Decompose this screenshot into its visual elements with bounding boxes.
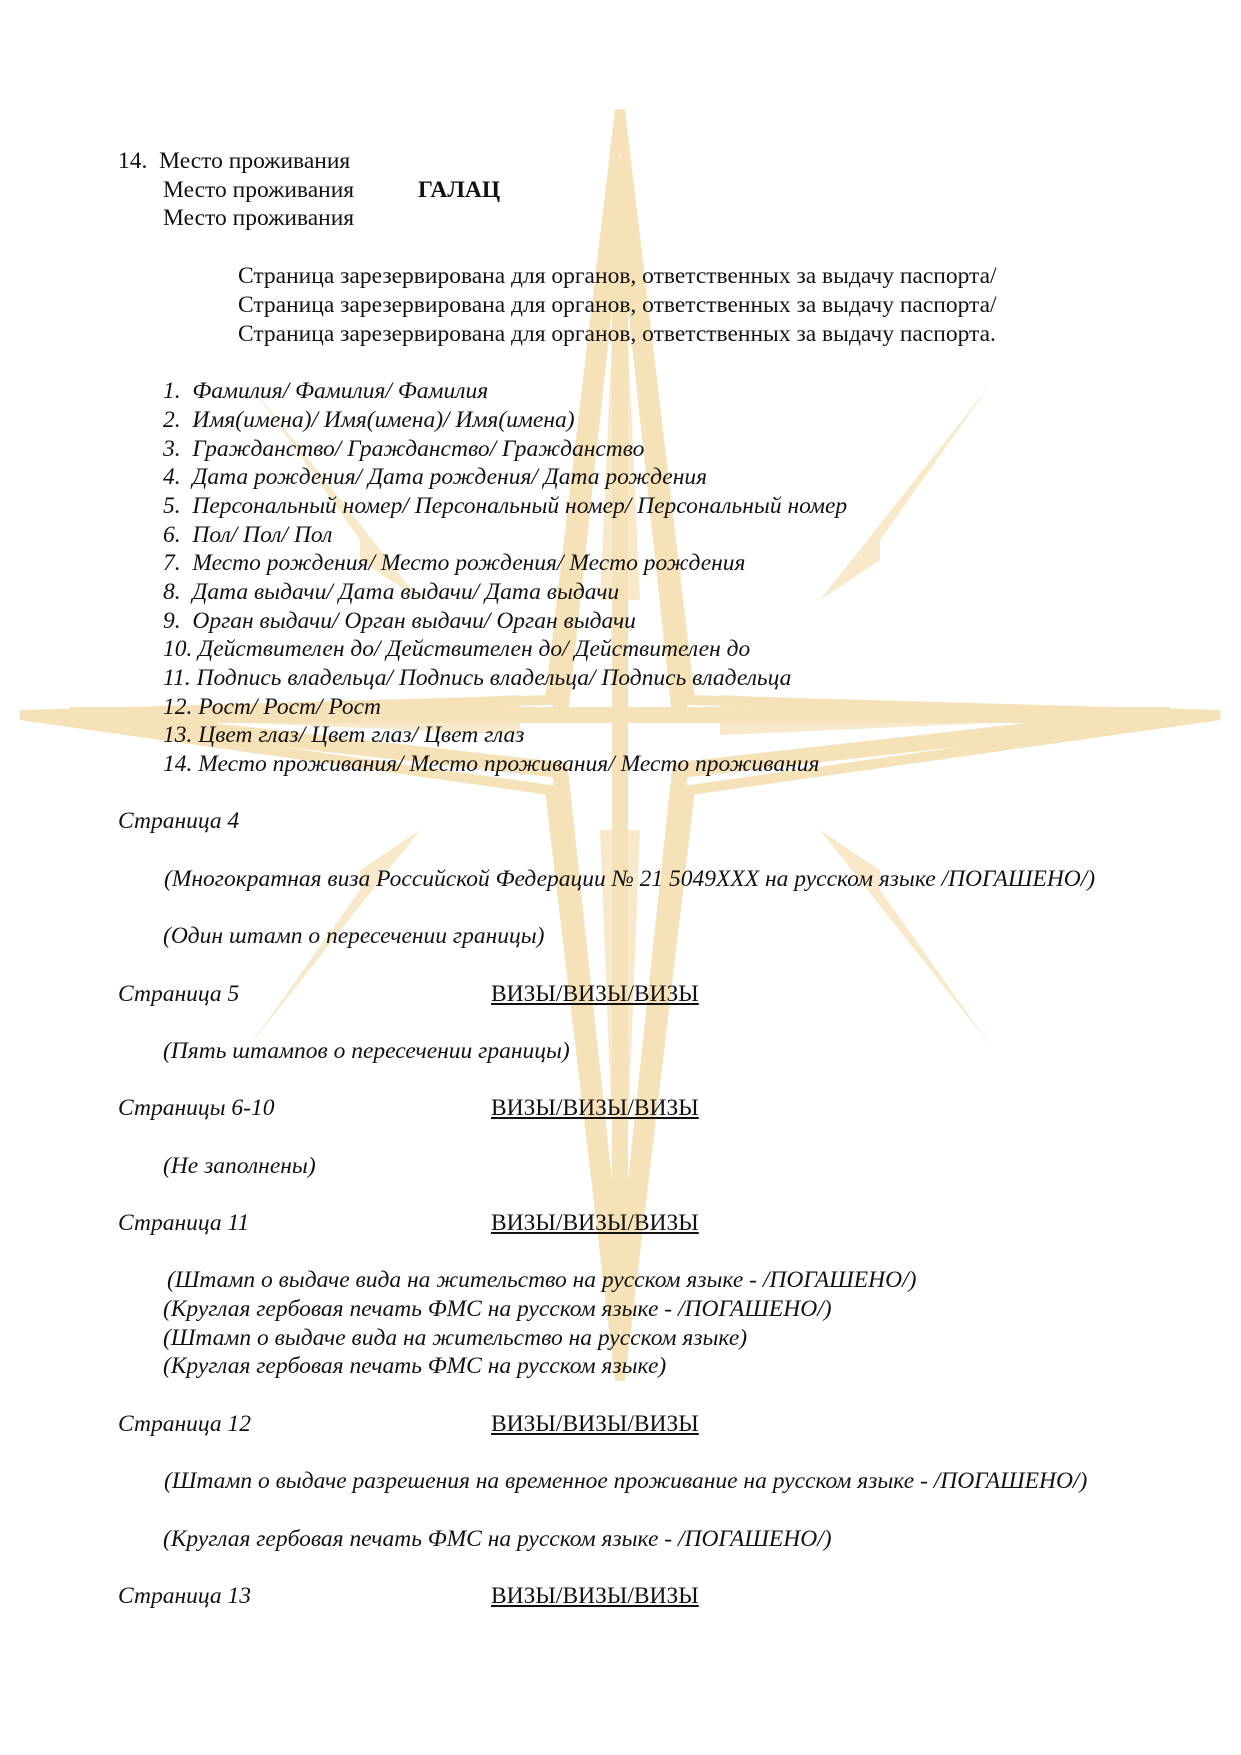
page-5-label: Страница 5 [118, 981, 240, 1007]
page-12-label: Страница 12 [118, 1411, 252, 1437]
page-6-10-note-1: (Не заполнены) [163, 1153, 316, 1179]
page-11-note: (Штамп о выдаче вида на жительство на русском языке) [163, 1325, 748, 1351]
residence-label-1: Место проживания [159, 148, 351, 174]
page-4-label: Страница 4 [118, 808, 240, 834]
page-11-label: Страница 11 [118, 1210, 250, 1236]
list-item: 11. Подпись владельца/ Подпись владельца/ Подпись владельца [163, 665, 792, 691]
list-item: 4. Дата рождения/ Дата рождения/ Дата рождения [163, 464, 708, 490]
page-13-visa-header: ВИЗЫ/ВИЗЫ/ВИЗЫ [491, 1583, 699, 1609]
residence-line-1 [118, 147, 350, 176]
residence-value: ГАЛАЦ [418, 177, 501, 203]
list-item: 12. Рост/ Рост/ Рост [163, 694, 382, 720]
page-12-visa-header: ВИЗЫ/ВИЗЫ/ВИЗЫ [491, 1411, 699, 1437]
page-12-note-2: (Круглая гербовая печать ФМС на русском языке - /ПОГАШЕНО/) [163, 1526, 832, 1552]
reserved-line: Страница зарезервирована для органов, ответственных за выдачу паспорта/ [238, 292, 997, 318]
list-item: 9. Орган выдачи/ Орган выдачи/ Орган выдачи [163, 608, 636, 634]
reserved-line: Страница зарезервирована для органов, ответственных за выдачу паспорта/ [238, 263, 997, 289]
page-6-10-visa-header: ВИЗЫ/ВИЗЫ/ВИЗЫ [491, 1095, 699, 1121]
page-13-label: Страница 13 [118, 1583, 252, 1609]
list-item: 7. Место рождения/ Место рождения/ Место рождения [163, 550, 746, 576]
residence-label-3: Место проживания [163, 205, 355, 231]
residence-label-2: Место проживания [163, 177, 355, 203]
list-item: 13. Цвет глаз/ Цвет глаз/ Цвет глаз [163, 722, 525, 748]
page-11-note: (Круглая гербовая печать ФМС на русском языке) [163, 1353, 667, 1379]
list-item: 10. Действителен до/ Действителен до/ Действителен до [163, 636, 751, 662]
page-4-note-1: (Многократная виза Российской Федерации № 21 5049XXX на русском языке /ПОГАШЕНО/) [164, 866, 1096, 892]
list-item: 2. Имя(имена)/ Имя(имена)/ Имя(имена) [163, 407, 575, 433]
page-4-note-2: (Один штамп о пересечении границы) [163, 923, 545, 949]
page-11-note: (Круглая гербовая печать ФМС на русском языке - /ПОГАШЕНО/) [163, 1296, 832, 1322]
list-item: 8. Дата выдачи/ Дата выдачи/ Дата выдачи [163, 579, 620, 605]
page-5-note-1: (Пять штампов о пересечении границы) [163, 1038, 570, 1064]
list-item: 3. Гражданство/ Гражданство/ Гражданство [163, 436, 645, 462]
page-11-note: (Штамп о выдаче вида на жительство на русском языке - /ПОГАШЕНО/) [167, 1267, 917, 1293]
list-item: 6. Пол/ Пол/ Пол [163, 522, 333, 548]
list-item: 14. Место проживания/ Место проживания/ Место проживания [163, 751, 820, 777]
page-12-note-1: (Штамп о выдаче разрешения на временное проживание на русском языке - /ПОГАШЕНО/) [164, 1468, 1088, 1494]
page-5-visa-header: ВИЗЫ/ВИЗЫ/ВИЗЫ [491, 981, 699, 1007]
reserved-line: Страница зарезервирована для органов, ответственных за выдачу паспорта. [238, 321, 996, 347]
list-item: 5. Персональный номер/ Персональный номер/ Персональный номер [163, 493, 848, 519]
list-item: 1. Фамилия/ Фамилия/ Фамилия [163, 378, 489, 404]
page-6-10-label: Страницы 6-10 [118, 1095, 275, 1121]
residence-number: 14. [118, 148, 148, 174]
page-11-visa-header: ВИЗЫ/ВИЗЫ/ВИЗЫ [491, 1210, 699, 1236]
